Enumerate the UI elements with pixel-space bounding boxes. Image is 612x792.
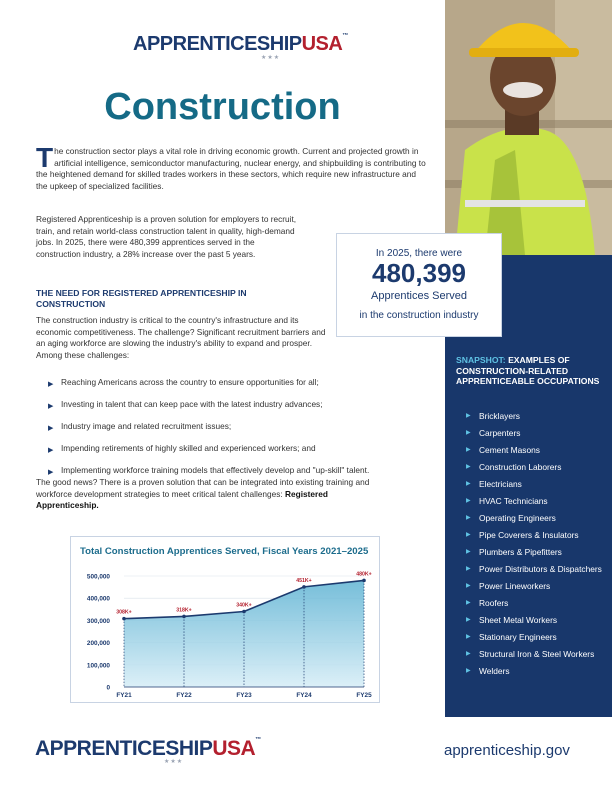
data-point xyxy=(362,579,366,583)
triangle-bullet-icon: ▶ xyxy=(466,549,471,555)
logo-accent-text: USA xyxy=(301,33,343,55)
callout-line4: in the construction industry xyxy=(359,309,479,321)
triangle-bullet-icon: ▶ xyxy=(466,447,471,453)
triangle-bullet-icon: ▶ xyxy=(466,634,471,640)
triangle-bullet-icon: ▶ xyxy=(466,413,471,419)
intro-text: he construction sector plays a vital role in driving economic growth. Current and projected growth in artificial intelligence, semiconductor manufacturing, nuclear energy, and shipbuilding is contributing to the heightened demand for skilled trades workers in these sectors, which require new infrastructure and the upkeep of specialized facilities. xyxy=(36,146,426,191)
y-tick-label: 200,000 xyxy=(86,640,110,648)
snapshot-heading-text: EXAMPLES OF CONSTRUCTION-RELATED APPRENTICEABLE OCCUPATIONS xyxy=(456,355,600,387)
list-item: ▶ Impending retirements of highly skilled and experienced workers; and xyxy=(48,443,316,454)
data-label: 340K+ xyxy=(236,602,252,609)
list-item: ▶ Implementing workforce training models that effectively develop and "up-skill" talent. xyxy=(48,465,370,476)
y-tick-label: 100,000 xyxy=(86,662,110,670)
closing-bold-text: Registered Apprenticeship. xyxy=(36,488,328,511)
data-label: 451K+ xyxy=(296,577,312,584)
callout-number: 480,399 xyxy=(372,258,466,288)
x-tick-label: FY21 xyxy=(116,692,132,699)
closing-text: The good news? There is a proven solution that can be integrated into existing training and workforce development strategies to meet critical talent challenges: xyxy=(36,477,370,499)
triangle-bullet-icon: ▶ xyxy=(466,566,471,572)
apprenticeship-usa-footer-logo xyxy=(35,737,261,761)
occupation-item xyxy=(466,580,606,592)
data-point xyxy=(242,610,246,614)
occupation-label: Power Lineworkers xyxy=(479,581,551,591)
triangle-bullet-icon: ▶ xyxy=(466,583,471,589)
triangle-bullet-icon: ▶ xyxy=(466,481,471,487)
occupation-item xyxy=(466,597,606,609)
occupation-item xyxy=(466,495,606,507)
x-tick-label: FY22 xyxy=(176,692,192,699)
triangle-bullet-icon: ▶ xyxy=(466,515,471,521)
y-tick-label: 400,000 xyxy=(86,595,110,603)
occupation-label: Stationary Engineers xyxy=(479,632,557,642)
occupation-label: Cement Masons xyxy=(479,445,540,455)
y-tick-label: 0 xyxy=(106,684,110,692)
section-paragraph: The construction industry is critical to the country's infrastructure and its economic competitiveness. The challenge? Significant recruitment barriers and an aging workforce are slowing the industry's ability to expand and prosper. Among these challenges: xyxy=(36,315,326,360)
triangle-bullet-icon: ▶ xyxy=(466,532,471,538)
triangle-bullet-icon: ▶ xyxy=(466,464,471,470)
occupation-item xyxy=(466,444,606,456)
list-item: ▶ Reaching Americans across the country to ensure opportunities for all; xyxy=(48,377,319,388)
triangle-bullet-icon: ▶ xyxy=(466,668,471,674)
logo-main-text: APPRENTICESHIP xyxy=(133,33,302,55)
triangle-bullet-icon: ▶ xyxy=(48,469,54,476)
stat-callout xyxy=(336,233,502,337)
logo-stars: ★★★ xyxy=(261,55,281,61)
occupation-item xyxy=(466,478,606,490)
snapshot-heading xyxy=(456,355,606,387)
occupation-label: Pipe Coverers & Insulators xyxy=(479,530,579,540)
occupation-label: Operating Engineers xyxy=(479,513,556,523)
apprentices-area-chart xyxy=(70,560,380,705)
list-item: ▶ Investing in talent that can keep pace with the latest industry advances; xyxy=(48,399,323,410)
occupation-item xyxy=(466,614,606,626)
y-tick-label: 300,000 xyxy=(86,617,110,625)
data-label: 318K+ xyxy=(176,607,192,614)
footer-logo-accent-text: USA xyxy=(212,737,256,760)
apprenticeship-paragraph: Registered Apprenticeship is a proven solution for employers to recruit, train, and retain world-class construction talent in quality, high-demand jobs. In 2025, there were 480,399 apprentices served in the construction industry, a 28% increase over the past 5 years. xyxy=(36,214,297,259)
occupation-label: Welders xyxy=(479,666,510,676)
occupation-label: Roofers xyxy=(479,598,509,608)
triangle-bullet-icon: ▶ xyxy=(466,430,471,436)
occupations-list xyxy=(466,410,606,682)
data-label: 480K+ xyxy=(356,571,372,578)
triangle-bullet-icon: ▶ xyxy=(48,447,54,454)
occupation-item xyxy=(466,546,606,558)
occupation-label: Carpenters xyxy=(479,428,521,438)
occupation-item xyxy=(466,563,606,575)
triangle-bullet-icon: ▶ xyxy=(466,651,471,657)
drop-cap: T xyxy=(36,142,54,173)
occupation-label: Sheet Metal Workers xyxy=(479,615,558,625)
occupation-item xyxy=(466,631,606,643)
occupation-label: Plumbers & Pipefitters xyxy=(479,547,562,557)
triangle-bullet-icon: ▶ xyxy=(466,600,471,606)
triangle-bullet-icon: ▶ xyxy=(48,381,54,388)
x-tick-label: FY23 xyxy=(236,692,252,699)
intro-paragraph xyxy=(36,142,426,192)
occupation-item xyxy=(466,512,606,524)
occupation-label: Construction Laborers xyxy=(479,462,562,472)
y-tick-label: 500,000 xyxy=(86,573,110,581)
triangle-bullet-icon: ▶ xyxy=(48,403,54,410)
worker-illustration xyxy=(445,0,612,255)
apprenticeship-usa-logo xyxy=(133,33,348,56)
chart-title: Total Construction Apprentices Served, Fiscal Years 2021–2025 xyxy=(80,546,369,557)
footer-logo-stars: ★★★ xyxy=(164,759,184,765)
footer-logo-tm: ™ xyxy=(255,737,261,743)
footer-logo-main-text: APPRENTICESHIP xyxy=(35,737,213,760)
data-point xyxy=(302,585,306,589)
page-title: Construction xyxy=(104,86,341,128)
triangle-bullet-icon: ▶ xyxy=(466,498,471,504)
logo-tm: ™ xyxy=(342,33,348,39)
challenges-list xyxy=(48,377,428,487)
occupation-label: HVAC Technicians xyxy=(479,496,548,506)
construction-worker-photo xyxy=(445,0,612,255)
occupation-item xyxy=(466,427,606,439)
section-heading: THE NEED FOR REGISTERED APPRENTICESHIP IN CONSTRUCTION xyxy=(36,288,247,309)
closing-paragraph xyxy=(36,477,386,512)
occupation-item xyxy=(466,665,606,677)
callout-line1: In 2025, there were xyxy=(375,248,463,259)
occupation-label: Power Distributors & Dispatchers xyxy=(479,564,602,574)
occupation-label: Bricklayers xyxy=(479,411,520,421)
snapshot-label: SNAPSHOT: xyxy=(456,355,506,365)
website-link[interactable]: apprenticeship.gov xyxy=(444,742,570,759)
data-point xyxy=(182,615,186,619)
list-item: ▶ Industry image and related recruitment issues; xyxy=(48,421,232,432)
x-tick-label: FY25 xyxy=(356,692,372,699)
data-label: 308K+ xyxy=(116,609,132,616)
occupation-item xyxy=(466,461,606,473)
occupation-item xyxy=(466,529,606,541)
data-point xyxy=(122,617,126,621)
x-tick-label: FY24 xyxy=(296,692,312,699)
occupation-item xyxy=(466,648,606,660)
occupation-item xyxy=(466,410,606,422)
callout-line3: Apprentices Served xyxy=(371,289,467,302)
triangle-bullet-icon: ▶ xyxy=(48,425,54,432)
occupation-label: Structural Iron & Steel Workers xyxy=(479,649,595,659)
triangle-bullet-icon: ▶ xyxy=(466,617,471,623)
occupation-label: Electricians xyxy=(479,479,522,489)
